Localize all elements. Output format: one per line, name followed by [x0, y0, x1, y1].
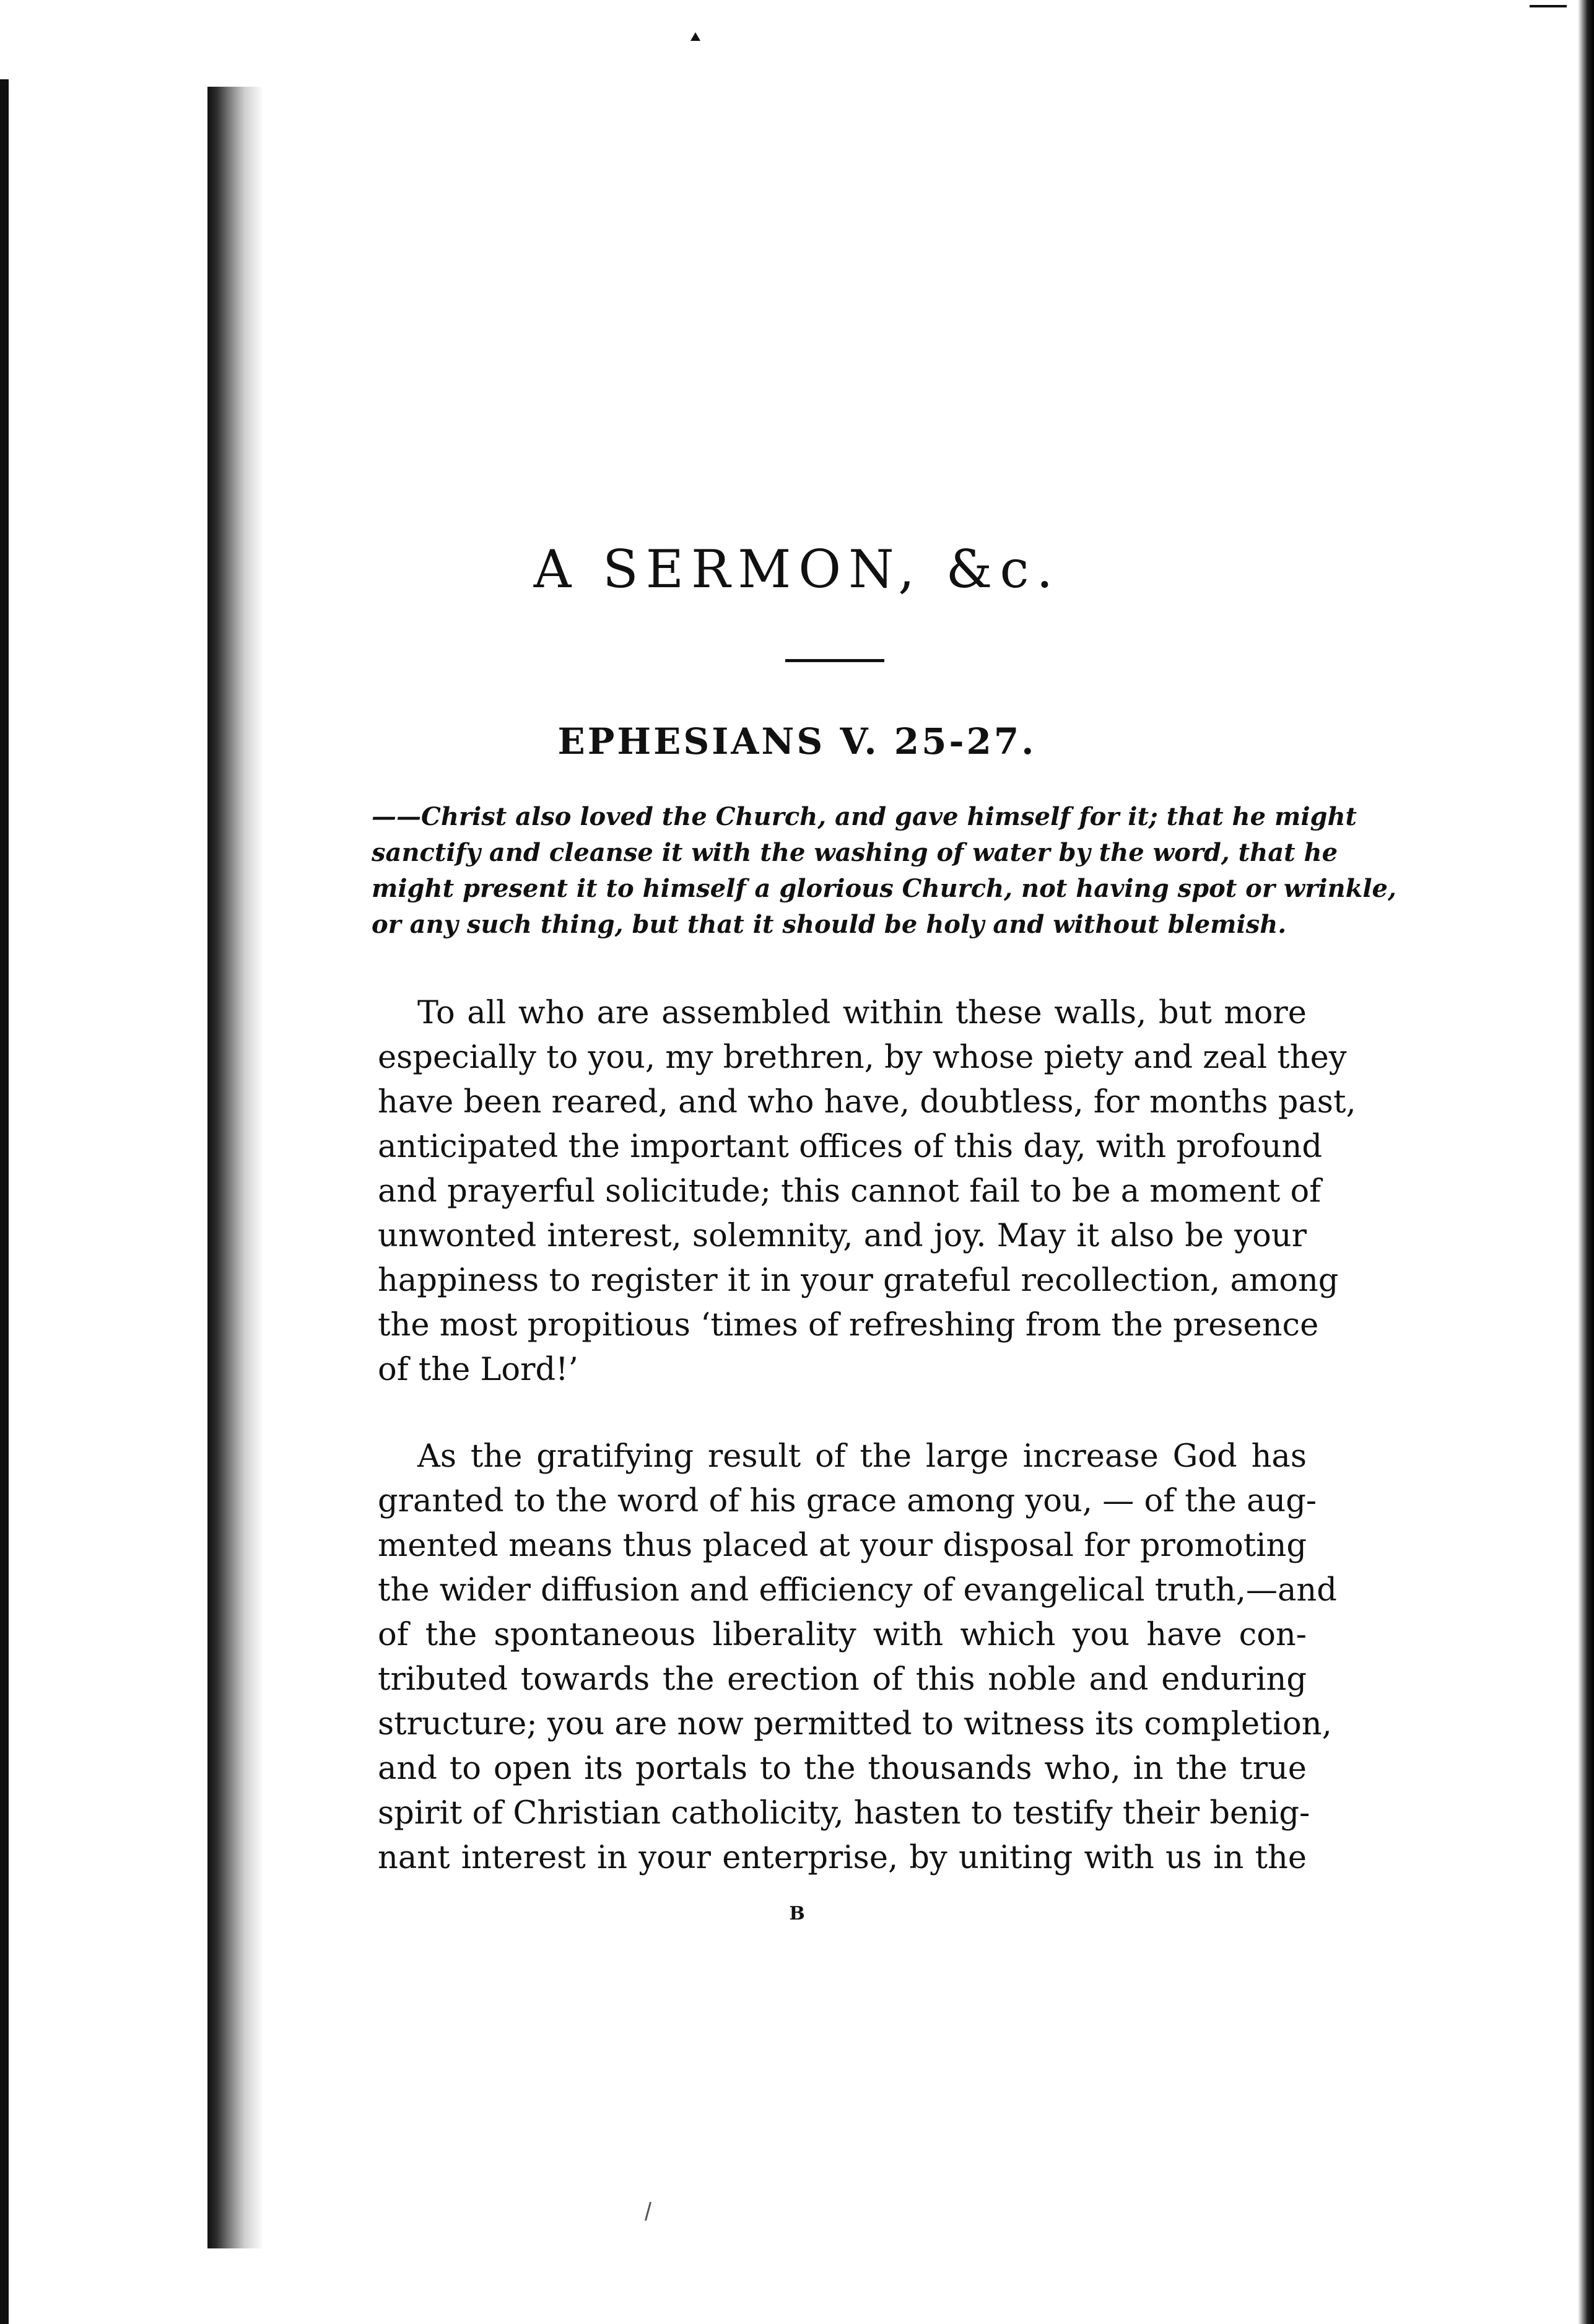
- paragraph-line: of the Lord!’: [378, 1352, 578, 1388]
- paragraph-line: anticipated the important offices of this day, with profound: [378, 1129, 1322, 1165]
- body-paragraph-1: [378, 991, 1356, 1392]
- printer-signature-mark: B: [789, 1903, 805, 1924]
- epigraph-line: ——Christ also loved the Church, and gave himself for it; that he might: [372, 802, 1357, 831]
- paragraph-line: To all who are assembled within these walls, but more: [417, 995, 1307, 1031]
- title-divider: [785, 659, 884, 662]
- scan-corner-mark: [1530, 5, 1567, 7]
- paragraph-line: of the spontaneous liberality with which you have con-: [378, 1617, 1307, 1653]
- scripture-reference: EPHESIANS V. 25-27.: [557, 720, 1037, 762]
- epigraph-line: might present it to himself a glorious Church, not having spot or wrinkle,: [372, 874, 1396, 903]
- paragraph-line: mented means thus placed at your disposal for promoting: [378, 1527, 1307, 1564]
- paragraph-line: the wider diffusion and efficiency of evangelical truth,—and: [378, 1572, 1337, 1609]
- paragraph-line: As the gratifying result of the large increase God has: [417, 1438, 1307, 1475]
- page-title: A SERMON, &c.: [533, 539, 1061, 600]
- epigraph-line: sanctify and cleanse it with the washing of water by the word, that he: [372, 838, 1338, 867]
- paragraph-line: and to open its portals to the thousands who, in the true: [378, 1750, 1307, 1787]
- paragraph-line: nant interest in your enterprise, by uniting with us in the: [378, 1840, 1307, 1876]
- scan-left-border: [0, 79, 9, 2324]
- paragraph-line: have been reared, and who have, doubtless, for months past,: [378, 1084, 1356, 1120]
- scan-right-border: [1578, 0, 1594, 2324]
- body-paragraph-2: [378, 1435, 1337, 1881]
- epigraph-quote: [372, 799, 1396, 943]
- paragraph-line: granted to the word of his grace among you, — of the aug-: [378, 1483, 1317, 1519]
- scan-bottom-mark: [645, 2202, 660, 2221]
- paragraph-line: and prayerful solicitude; this cannot fail to be a moment of: [378, 1173, 1322, 1210]
- paragraph-line: happiness to register it in your grateful recollection, among: [378, 1262, 1339, 1299]
- paragraph-line: structure; you are now permitted to witness its completion,: [378, 1706, 1332, 1742]
- paragraph-line: tributed towards the erection of this noble and enduring: [378, 1661, 1307, 1698]
- paragraph-line: unwonted interest, solemnity, and joy. May it also be your: [378, 1218, 1307, 1254]
- scan-top-mark: [690, 32, 700, 41]
- paragraph-line: especially to you, my brethren, by whose piety and zeal they: [378, 1039, 1347, 1076]
- paragraph-line: the most propitious ‘times of refreshing from the presence: [378, 1307, 1319, 1343]
- epigraph-line: or any such thing, but that it should be holy and without blemish.: [372, 910, 1287, 939]
- paragraph-line: spirit of Christian catholicity, hasten to testify their benig-: [378, 1795, 1310, 1832]
